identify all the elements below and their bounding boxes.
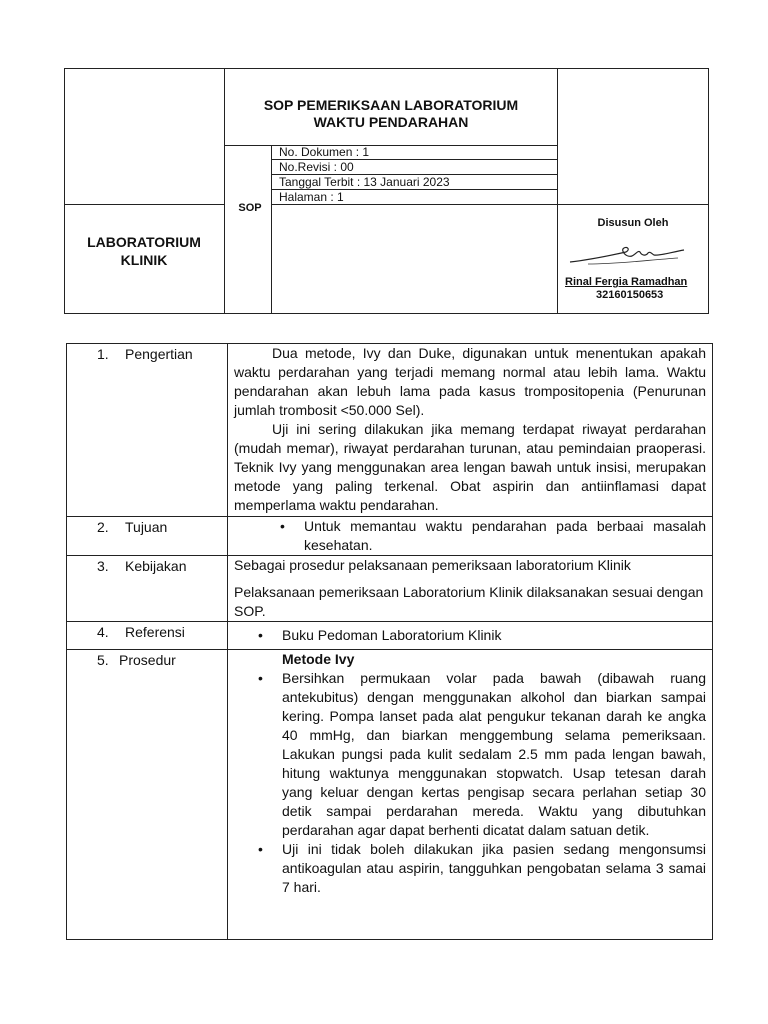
title-line-2: WAKTU PENDARAHAN — [313, 114, 469, 130]
prosedur-label-cell — [67, 650, 228, 940]
signature-image — [568, 238, 688, 268]
pengertian-content — [228, 344, 713, 517]
referensi-label: Referensi — [125, 624, 185, 640]
prosedur-number: 5. — [97, 652, 109, 668]
kebijakan-line-1: Sebagai prosedur pelaksanaan pemeriksaan laboratorium Klinik — [234, 557, 631, 573]
header-title-bottom — [224, 145, 558, 146]
prosedur-method-title: Metode Ivy — [282, 651, 355, 667]
table-row-prosedur — [67, 650, 713, 940]
header-left-split — [64, 204, 225, 205]
table-row-referensi — [67, 622, 713, 650]
pengertian-number: 1. — [97, 346, 109, 362]
tujuan-content — [228, 517, 713, 556]
author-name: Rinal Fergia Ramadhan — [565, 276, 688, 288]
table-row-pengertian — [67, 344, 713, 517]
page-number: Halaman : 1 — [279, 190, 344, 204]
prosedur-label: Prosedur — [119, 652, 176, 668]
tujuan-label-cell — [67, 517, 228, 556]
referensi-number: 4. — [97, 624, 109, 640]
header-divider-sop — [271, 145, 272, 314]
referensi-content — [228, 622, 713, 650]
table-row-kebijakan — [67, 556, 713, 622]
header-divider-left — [224, 68, 225, 314]
doc-number: No. Dokumen : 1 — [279, 145, 370, 159]
kebijakan-label-cell — [67, 556, 228, 622]
lab-name — [64, 233, 224, 269]
title-line-1: SOP PEMERIKSAAN LABORATORIUM — [263, 97, 519, 113]
tujuan-label: Tujuan — [125, 519, 168, 535]
sop-label: SOP — [238, 202, 262, 214]
prepared-by-label: Disusun Oleh — [597, 217, 669, 229]
pengertian-label: Pengertian — [125, 346, 193, 362]
revision-number: No.Revisi : 00 — [279, 160, 354, 174]
tujuan-number: 2. — [97, 519, 109, 535]
prosedur-step: • Bersihkan permukaan volar pada bawah (dibawah ruang antekubitus) dengan menggunakan alkohol dan biarkan sampai kering. Pompa lanset pada alat pengukur tekanan darah ke angka 40 mmHg, dan biarkan menggembung selama pemeriksaan. Lakukan pungsi pada kulit sedalam 2.5 mm pada lengan bawah, hitung waktunya menggunakan stopwatch. Usap tetesan darah yang keluar dengan kertas pengisap secara perlahan setiap 30 detik sampai perdarahan mereda. Waktu yang dibutuhkan perdarahan agar dapat berhenti dicatat dalam satuan detik. — [282, 669, 706, 840]
header-right-split — [557, 204, 709, 205]
referensi-label-cell — [67, 622, 228, 650]
header-divider-right — [557, 68, 558, 314]
kebijakan-label: Kebijakan — [125, 558, 187, 574]
author-id: 32160150653 — [596, 289, 664, 301]
kebijakan-content — [228, 556, 713, 622]
table-row-tujuan — [67, 517, 713, 556]
kebijakan-line-2: Pelaksanaan pemeriksaan Laboratorium Klinik dilaksanakan sesuai dengan SOP. — [234, 584, 704, 619]
pengertian-paragraph-1: Dua metode, Ivy dan Duke, digunakan untuk menentukan apakah waktu perdarahan yang terjadi memang normal atau lebih lama. Waktu pendarahan akan lebuh lama pada kasus trompositopenia (Penurunan jumlah trombosit <50.000 Sel). — [234, 345, 706, 418]
lab-name-line-1: LABORATORIUM — [87, 234, 201, 250]
sop-content-table — [66, 343, 713, 940]
referensi-item: • Buku Pedoman Laboratorium Klinik — [282, 626, 706, 645]
header-info-bottom — [271, 204, 558, 205]
prosedur-content — [228, 650, 713, 940]
issue-date: Tanggal Terbit : 13 Januari 2023 — [279, 175, 450, 189]
page-title — [226, 97, 556, 131]
pengertian-label-cell — [67, 344, 228, 517]
tujuan-item: • Untuk memantau waktu pendarahan pada berbaai masalah kesehatan. — [304, 517, 706, 555]
pengertian-paragraph-2: Uji ini sering dilakukan jika memang terdapat riwayat perdarahan (mudah memar), riwayat perdarahan turunan, atau pemindaian praoperasi. Teknik Ivy yang menggunakan area lengan bawah untuk insisi, merupakan metode yang paling terkenal. Obat aspirin dan antiinflamasi dapat memperlama waktu pendarahan. — [234, 421, 706, 513]
lab-name-line-2: KLINIK — [120, 252, 168, 268]
prosedur-step: • Uji ini tidak boleh dilakukan jika pasien sedang mengonsumsi antikoagulan atau aspirin, tangguhkan pengobatan selama 3 samai 7 hari. — [282, 840, 706, 897]
kebijakan-number: 3. — [97, 558, 109, 574]
